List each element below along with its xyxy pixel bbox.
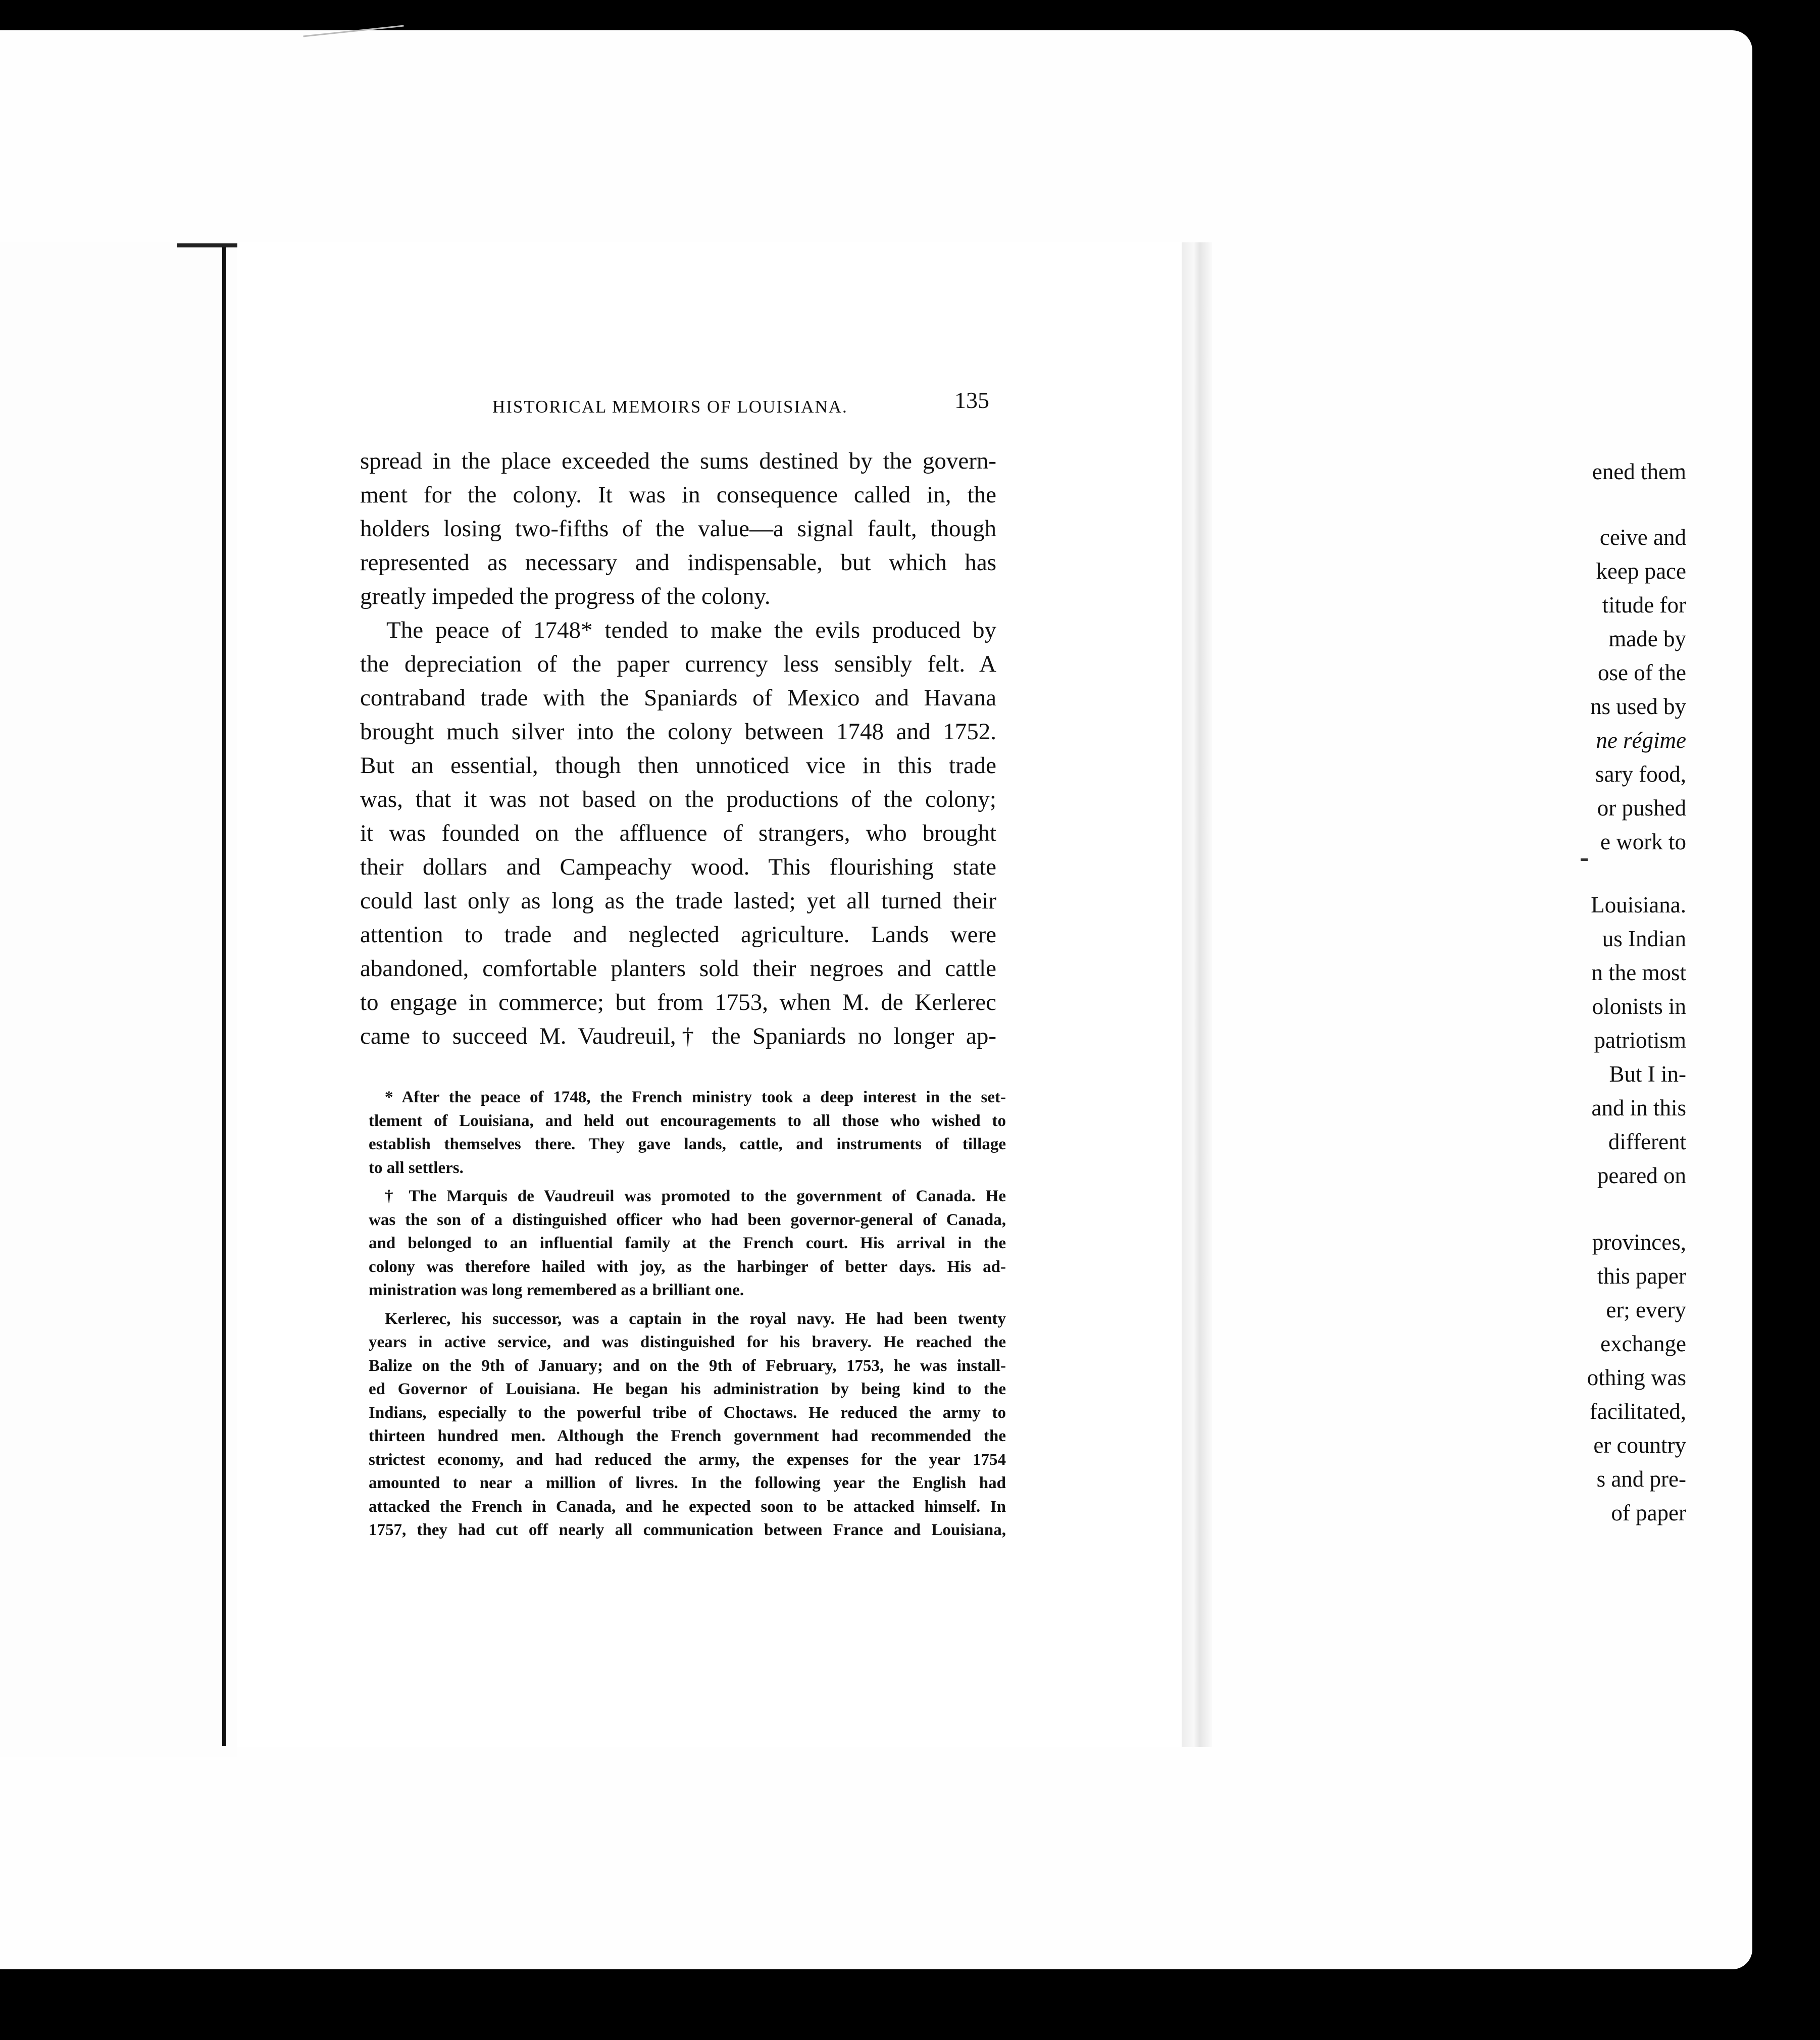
scan-border-right xyxy=(1752,0,1820,2040)
footnote-line: 1757, they had cut off nearly all communication between France and Louisiana, xyxy=(369,1521,1006,1539)
left-line: peared on xyxy=(1597,1163,1686,1188)
body-line: represented as necessary and indispensable, but which has xyxy=(360,549,996,576)
footnote-line: to all settlers. xyxy=(369,1158,464,1177)
body-line: abandoned, comfortable planters sold their negroes and cattle xyxy=(360,955,996,982)
footnote-line: Balize on the 9th of January; and on the 9th of February, 1753, he was install- xyxy=(369,1356,1006,1375)
footnote-line: establish themselves there. They gave lands, cattle, and instruments of tillage xyxy=(369,1135,1006,1153)
footnote-line: was the son of a distinguished officer who had been governor-general of Canada, xyxy=(369,1210,1006,1229)
running-head: HISTORICAL MEMOIRS OF LOUISIANA. xyxy=(492,397,848,417)
left-line: ceive and xyxy=(1599,525,1686,550)
body-line: it was founded on the affluence of strangers, who brought xyxy=(360,820,996,846)
footnote-line: thirteen hundred men. Although the French government had recommended the xyxy=(369,1427,1006,1445)
left-line: n the most xyxy=(1591,960,1686,985)
left-line: facilitated, xyxy=(1589,1399,1686,1424)
body-line: contraband trade with the Spaniards of Mexico and Havana xyxy=(360,685,996,711)
body-line: their dollars and Campeachy wood. This flourishing state xyxy=(360,854,996,880)
body-text xyxy=(360,444,996,1053)
body-line: holders losing two-fifths of the value—a signal fault, though xyxy=(360,516,996,542)
footnote-line: years in active service, and was distinguished for his bravery. He reached the xyxy=(369,1333,1006,1351)
footnote-line: Indians, especially to the powerful tribe of Choctaws. He reduced the army to xyxy=(369,1403,1006,1422)
left-line: provinces, xyxy=(1592,1230,1686,1255)
left-line: this paper xyxy=(1597,1263,1686,1289)
left-line: Louisiana. xyxy=(1591,892,1686,917)
left-line: keep pace xyxy=(1596,558,1686,584)
left-line: made by xyxy=(1608,626,1686,651)
footnote-line: * After the peace of 1748, the French ministry took a deep interest in the set- xyxy=(385,1088,1006,1106)
footnote-line: strictest economy, and had reduced the army, the expenses for the year 1754 xyxy=(369,1450,1006,1469)
left-line: ne régime xyxy=(1596,728,1686,753)
page-number: 135 xyxy=(954,387,989,413)
footnotes xyxy=(369,1086,1006,1542)
scan-speck xyxy=(1581,858,1588,861)
body-line: was, that it was not based on the productions of the colony; xyxy=(360,786,996,812)
footnote-line: and belonged to an influential family at the French court. His arrival in the xyxy=(369,1234,1006,1252)
footnote-line: ministration was long remembered as a brilliant one. xyxy=(369,1281,744,1299)
body-line: attention to trade and neglected agriculture. Lands were xyxy=(360,922,996,948)
footnote-line: colony was therefore hailed with joy, as the harbinger of better days. His ad- xyxy=(369,1257,1006,1276)
left-line: othing was xyxy=(1587,1365,1686,1390)
left-line: or pushed xyxy=(1597,795,1686,821)
footnote-line: † The Marquis de Vaudreuil was promoted to the government of Canada. He xyxy=(385,1187,1006,1205)
left-line: ened them xyxy=(1592,459,1686,484)
left-line: sary food, xyxy=(1595,761,1686,787)
left-line: titude for xyxy=(1602,592,1686,618)
footnote-line: attacked the French in Canada, and he expected soon to be attacked himself. In xyxy=(369,1497,1006,1516)
body-line: ment for the colony. It was in consequence called in, the xyxy=(360,482,996,508)
body-line: the depreciation of the paper currency less sensibly felt. A xyxy=(360,651,996,677)
left-page xyxy=(0,242,237,1757)
left-line: er; every xyxy=(1606,1297,1686,1322)
body-line: But an essential, though then unnoticed vice in this trade xyxy=(360,752,996,779)
book-spine xyxy=(222,246,226,1746)
footnote-line: amounted to near a million of livres. In the following year the English had xyxy=(369,1474,1006,1492)
body-line: brought much silver into the colony between 1748 and 1752. xyxy=(360,719,996,745)
left-line: and in this xyxy=(1591,1095,1686,1120)
left-line: exchange xyxy=(1600,1331,1686,1356)
body-line: greatly impeded the progress of the colony. xyxy=(360,583,771,609)
body-line: The peace of 1748* tended to make the evils produced by xyxy=(386,617,996,643)
left-line: But I in- xyxy=(1609,1061,1686,1087)
left-line: us Indian xyxy=(1602,926,1686,951)
footnote-line: Kerlerec, his successor, was a captain in the royal navy. He had been twenty xyxy=(385,1309,1006,1328)
left-line: ns used by xyxy=(1590,694,1686,719)
left-line: olonists in xyxy=(1592,994,1686,1019)
body-line: came to succeed M. Vaudreuil,† the Spaniards no longer ap- xyxy=(360,1023,996,1049)
left-line: different xyxy=(1608,1129,1686,1154)
body-line: could last only as long as the trade lasted; yet all turned their xyxy=(360,888,996,914)
body-line: to engage in commerce; but from 1753, when M. de Kerlerec xyxy=(360,989,996,1015)
body-line: spread in the place exceeded the sums destined by the govern- xyxy=(360,448,996,474)
left-line: s and pre- xyxy=(1596,1466,1686,1492)
left-line: of paper xyxy=(1611,1500,1686,1525)
footnote-line: ed Governor of Louisiana. He began his administration by being kind to the xyxy=(369,1380,1006,1398)
left-line: ose of the xyxy=(1598,660,1686,685)
left-line: patriotism xyxy=(1594,1028,1686,1053)
left-line: e work to xyxy=(1600,829,1686,854)
page-fore-edge xyxy=(1182,242,1212,1747)
footnote-line: tlement of Louisiana, and held out encouragements to all those who wished to xyxy=(369,1111,1006,1130)
left-line: er country xyxy=(1593,1433,1686,1458)
